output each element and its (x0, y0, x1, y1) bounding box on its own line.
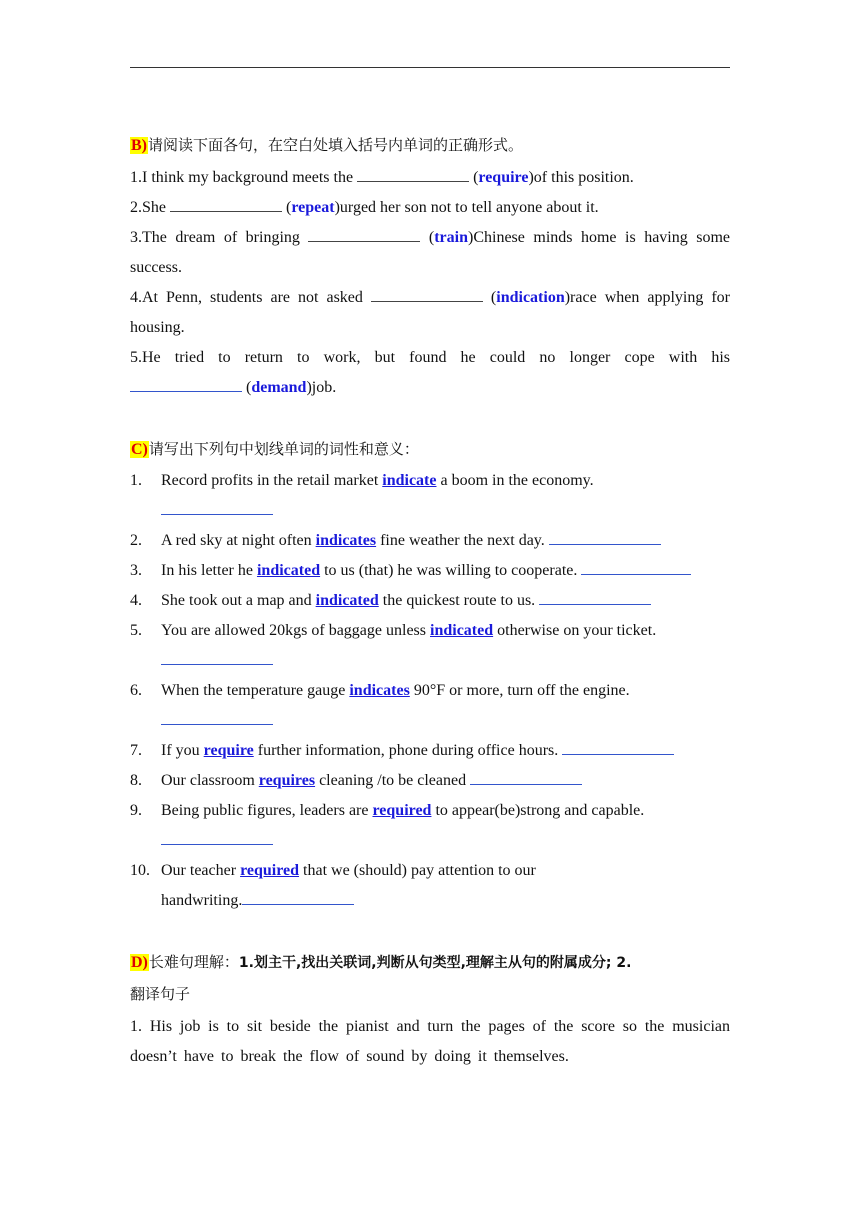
answer-blank[interactable] (161, 650, 273, 665)
section-c-item-9: 9. Being public figures, leaders are required to appear(be)strong and capable. (130, 802, 645, 819)
header-rule (130, 67, 730, 68)
section-c-heading: C)请写出下列句中划线单词的词性和意义： (131, 440, 419, 458)
answer-blank[interactable] (308, 227, 420, 242)
answer-blank[interactable] (161, 500, 273, 515)
answer-blank[interactable] (242, 890, 354, 905)
section-c-item-3: 3. In his letter he indicated to us (that) he was willing to cooperate. (130, 560, 730, 590)
answer-blank[interactable] (130, 377, 242, 392)
section-c-item-4: 4. She took out a map and indicated the quickest route to us. (130, 590, 730, 620)
answer-blank[interactable] (549, 530, 661, 545)
section-c-item-1-blank (130, 500, 730, 530)
section-d-paragraph-line-2: doesn’t have to break the flow of sound by doing it themselves. (130, 1048, 569, 1065)
section-c-item-6: 6. When the temperature gauge indicates 90°F or more, turn off the engine. (130, 682, 630, 699)
section-d-heading: D)长难句理解：1.划主干,找出关联词,判断从句类型,理解主从句的附属成分; 2. (131, 953, 632, 971)
underlined-word: required (240, 862, 300, 879)
answer-blank[interactable] (357, 167, 469, 182)
section-c-item-5-blank (130, 650, 730, 680)
section-c-item-8: 8. Our classroom requires cleaning /to be cleaned (130, 770, 730, 800)
underlined-word: indicate (382, 472, 437, 489)
section-c-item-2: 2. A red sky at night often indicates fine weather the next day. (130, 530, 730, 560)
section-d-paragraph-line-1: 1. His job is to sit beside the pianist and turn the pages of the score so the musician (130, 1018, 730, 1035)
answer-blank[interactable] (539, 590, 651, 605)
section-b-sentence-1: 1.I think my background meets the (require)of this position. (130, 169, 634, 186)
section-c-item-1: 1. Record profits in the retail market indicate a boom in the economy. (130, 472, 594, 489)
answer-blank[interactable] (170, 197, 282, 212)
section-b-sentence-5: 5.He tried to return to work, but found he could no longer cope with his (130, 349, 730, 366)
underlined-word: indicates (349, 682, 410, 699)
section-c-item-5: 5. You are allowed 20kgs of baggage unless indicated otherwise on your ticket. (130, 622, 657, 639)
section-c-item-9-blank (130, 830, 730, 860)
section-c-item-10-cont: handwriting. (130, 890, 730, 920)
answer-blank[interactable] (161, 710, 273, 725)
answer-blank[interactable] (581, 560, 691, 575)
section-b-sentence-4-cont: housing. (130, 319, 185, 336)
section-c-item-10: 10. Our teacher required that we (should) pay attention to our (130, 862, 536, 879)
underlined-word: indicates (315, 532, 377, 549)
underlined-word: indicated (430, 622, 494, 639)
answer-blank[interactable] (371, 287, 483, 302)
section-d-heading-cont: 翻译句子 (130, 985, 191, 1003)
section-b-sentence-2: 2.She (repeat)urged her son not to tell anyone about it. (130, 199, 599, 216)
underlined-word: indicated (315, 592, 379, 609)
section-c-item-7: 7. If you require further information, phone during office hours. (130, 740, 730, 770)
answer-blank[interactable] (161, 830, 273, 845)
section-d-tag: D) (131, 954, 148, 971)
underlined-word: requires (258, 772, 316, 789)
section-b-heading: B)请阅读下面各句，在空白处填入括号内单词的正确形式。 (131, 136, 524, 154)
answer-blank[interactable] (470, 770, 582, 785)
underlined-word: indicated (256, 562, 321, 579)
underlined-word: require (203, 742, 254, 759)
underlined-word: required (372, 802, 432, 819)
section-c-item-6-blank (130, 710, 730, 740)
section-b-sentence-4: 4.At Penn, students are not asked (indication)race when applying for (130, 289, 731, 306)
section-b-sentence-3: 3.The dream of bringing (train)Chinese minds home is having some (130, 229, 731, 246)
answer-blank[interactable] (562, 740, 674, 755)
section-b-sentence-5-cont: (demand)job. (130, 377, 730, 407)
section-b-sentence-3-cont: success. (130, 259, 182, 276)
section-c-tag: C) (131, 441, 148, 458)
section-b-tag: B) (131, 137, 147, 154)
